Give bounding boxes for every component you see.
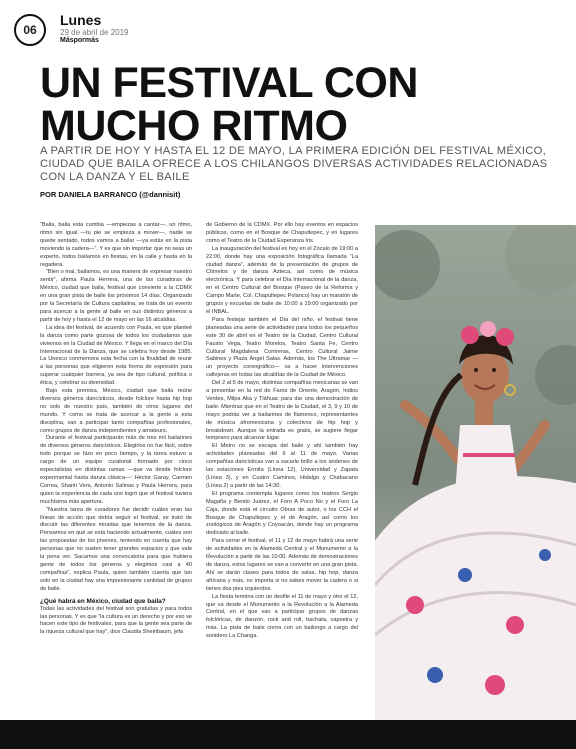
- paragraph: de Gobierno de la CDMX. Por ello hay eventos en espacios públicos, como en el Bosque de Chapultepec, y en lugares como el Teatro de la Ciudad Esperanza Iris.: [206, 222, 358, 244]
- page-number-badge: [14, 14, 46, 46]
- paragraph: “Bien o mal, bailamos, es una manera de expresar nuestro sentir”, afirma Paula Herrera, una de las curadoras de México, ciudad que baila, festival que convierte a la CDMX en una gran pista de baile los próximos 14 días. Organizado por la Secretaría de Cultura capitalina, se trata de un evento para acercar a la gente al baile en sus distintos géneros a partir de hoy y hasta el 12 de mayo en las 16 alcaldías.: [40, 269, 192, 323]
- paragraph: La inauguración del festival es hoy en el Zócalo de 19:00 a 22:00, donde hay una exposición fotográfica llamada “La ciudad danza”, además de la presentación de grupos de Chinelos y de danza Azteca, así como de música electrónica. Y para celebrar el Día Internacional de la danza, en el Centro Cultural del Bosque (Paseo de la Reforma y Campo Marte, Col. Chapultepec Polanco) hay un maratón de grupos y escuelas de baile de 10:00 a 19:00 organizado por el INBAL.: [206, 245, 358, 315]
- bottom-bar: [0, 720, 576, 749]
- paragraph: Para festejar también el Día del niño, el festival tiene planeadas una serie de actividades para todos los pequeños este 30 de abril en el Teatro de la Ciudad, Centro Cultural Fausto Vega, Teatro Morelos, Teatro Santa Fe, Centro Cultural Magdalena Contreras, Centro Cultural Jaime Sabines y Plaza Ángel Salas. Además, los The Ultramar —un proyecto coreográfico— va a hacer intervenciones callejeras en todas las alcaldías de la Ciudad de México.: [206, 316, 358, 379]
- article-column-2: [206, 222, 358, 641]
- subheadline: A PARTIR DE HOY Y HASTA EL 12 DE MAYO, LA PRIMERA EDICIÓN DEL FESTIVAL MÉXICO, CIUDAD QUE BAILA OFRECE A LOS CHILANGOS DIVERSAS ACTIVIDADES RELACIONADAS CON LA DANZA Y EL BAILE: [40, 145, 548, 183]
- paragraph: Durante el festival participarán más de tres mil bailarines de diversos géneros dancísticos. Elegirlos no fue fácil, sobre todo porque se hizo en poco tiempo, y la tarea estuvo a cargo de un equipo curatorial formado por cinco especialistas en distintas ramas —que va desde folclore experimental hasta danza clásica—: Héctor Garay, Carmen Correa, Shanti Vera, Antonio Salinas y Paula Herrera, para quien la experiencia de cada uno logró que el festival tuviera muchísima más apertura.: [40, 435, 192, 505]
- paragraph: El Metro no se escapa del baile y ahí también hay actividades planeadas del 6 al 11 de mayo. Varias compañías dancísticas van a sacarle brillo a los andenes de las estaciones Ermita (Línea 12), Universidad y Zapata (Línea 3), y en Cuatro Caminos, Hidalgo y Chabacano (Línea 2) a partir de las 14:30.: [206, 443, 358, 489]
- paragraph: Para cerrar el festival, el 11 y 12 de mayo habrá una serie de actividades en la Alameda Central y el Monumento a la Revolución a partir de las 10:00. Además de demostraciones de danza, estos lugares se van a convertir en una gran pista. Ahí se darán clases para todos de salsa, hip hop, danza africana y más, no importa si no sabes mover la cadera o si tienes dos pies izquierdos.: [206, 538, 358, 592]
- paragraph: “Baila, baila esta cumbia —empiezas a cantar—, un ritmo, ritmo sin igual —tu pie se empieza a mover—, nadie se quede sentado, todos vamos a bailar —ya estás en la pista moviendo la cadera—”. Y es que sin importar que no seas un experto, todos bailamos en fiestas, en la calle y hasta en la regadera.: [40, 222, 192, 268]
- paragraph: El programa contempla lugares como los teatros Sergio Magaña y Benito Juárez, el Foro A Poco No y el Foro La Caja, donde está el circuito Obras de autor, o los CCH el Bosque de Chapultepec y el de Aragón, así como los zoológicos de Aragón y Coyoacán, donde hay un programa dedicado al baile.: [206, 490, 358, 537]
- headline: UN FESTIVAL CON MUCHO RITMO: [40, 59, 418, 150]
- paragraph: La fiesta termina con un desfile el 11 de mayo y otro el 12, que va desde el Monumento a la Revolución a la Alameda Central, en el que van a participar grupos de danzas folclóricas, de danzón, rock and roll, bachata, capoeira y más. La pista de baile cierra con un bailongo a cargo del sonidero La Changa.: [206, 593, 358, 640]
- dancer-photo: [375, 225, 576, 725]
- page-number: 06: [23, 23, 37, 37]
- header-date: 29 de abril de 2019: [60, 28, 129, 37]
- paragraph: Bajo esta premisa, México, ciudad que baila reúne diversos géneros dancísticos, desde folclore hasta hip hop no solo de nuestro país, también de otros lugares del mundo. Y como se trata de acercar a la gente a esta disciplina, van a participar tanto compañías profesionales, como grupos de danza independientes y amateurs.: [40, 388, 192, 434]
- paragraph: Del 2 al 5 de mayo, distintas compañías mexicanas se van a presentar en la red de Faros de Oriente, Aragón, Indios Verdes, Milpa Alta y Tláhuac para dar una demostración de baile. Mientras que en el Teatro de la Ciudad, el 3, 9 y 10 de mayo podrás ver a bailarines de flamenco, representantes de música afromexicana y colectivos de hip hop y breakdown. Aunque la entrada es gratis, se sugiere llegar temprano para alcanzar lugar.: [206, 380, 358, 442]
- paragraph: “Nuestra tarea de curadores fue decidir cuáles eran las líneas de acción que debía seguir el festival, se trató de discutir las diferentes miradas que tenemos de la danza. Pensamos en qué se está haciendo actualmente, cuáles son las propuestas de los jóvenes, teniendo en cuenta que hay personas que no suelen tener grandes espacios y que vale la pena ver. Sacamos una convocatoria para que hubiera gente de todos los géneros y elegimos casi a 40 compañías”, explica Paula, quien también cuenta que tan solo en la ciudad hay una impresionante cantidad de grupos de baile.: [40, 506, 192, 592]
- header-section: Máspormás: [60, 37, 99, 44]
- subheading: ¿Qué habrá en México, ciudad que baila?: [40, 597, 166, 605]
- dancer-illustration: [375, 225, 576, 725]
- paragraph: La idea del festival, de acuerdo con Paula, es que planteé la danza como parte gozosa de todos los ciudadanos que viviemos en la Ciudad de México. Y llega en el marco del Día Internacional de la Danza, que se celebra hoy desde 1985. La Unesco conmemora esta fecha con la finalidad de reunir a las personas que eligieron esta forma de expresión para superar cualquier barrera, ya sea de tipo cultural, política o ética, y celebrar su diversidad.: [40, 324, 192, 387]
- paragraph: Todas las actividades del festival son gratuitas y para todos las personas. Y es que “la cultura es un derecho y por eso se hacen este tipo de festivales, para que la gente sea parte de la riqueza cultural que hay”, dice Claudia Sheinbaum, jefa: [40, 605, 192, 636]
- byline: POR DANIELA BARRANCO (@dannisit): [40, 190, 181, 199]
- article-column-1: [40, 222, 192, 637]
- header-day: Lunes: [60, 12, 102, 28]
